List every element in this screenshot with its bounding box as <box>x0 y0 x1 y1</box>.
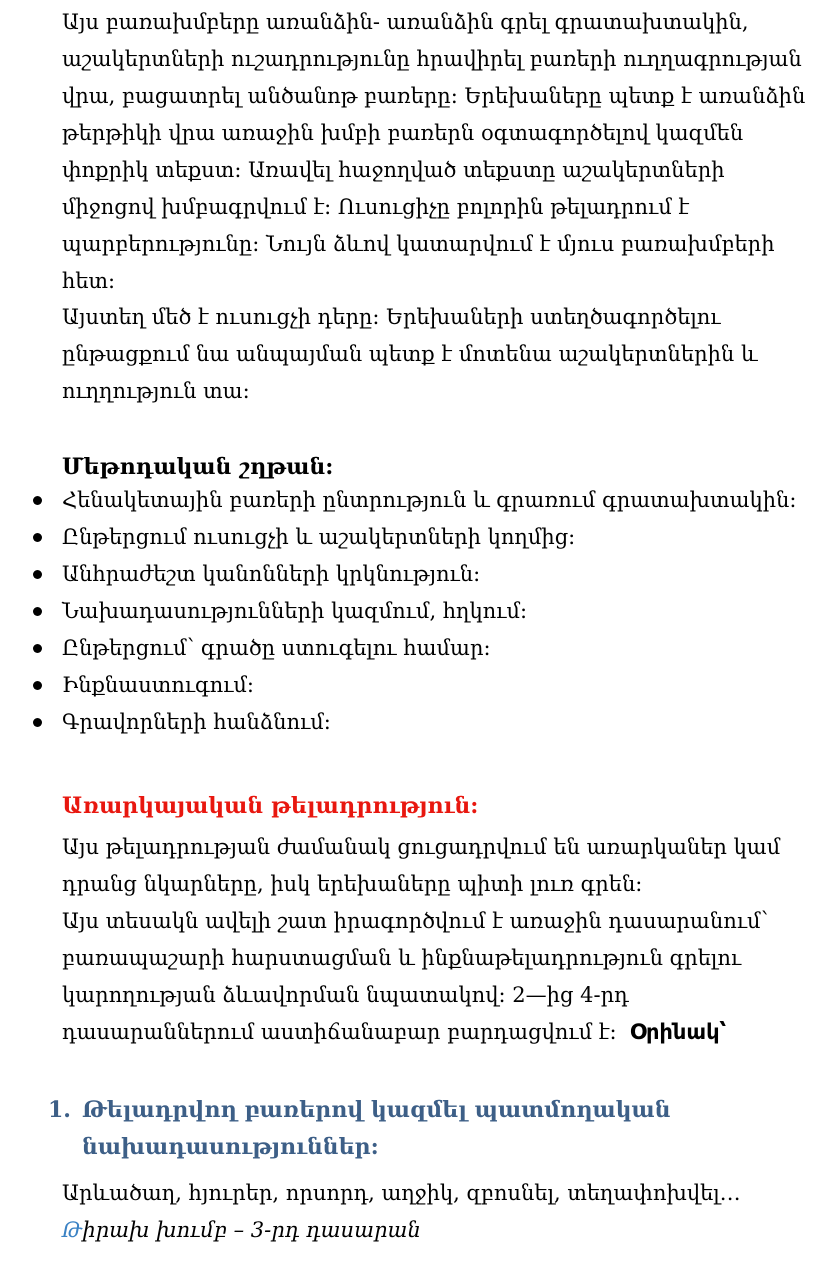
bullet-icon <box>33 570 42 579</box>
bullet-icon <box>33 681 42 690</box>
intro-line: Այս բառախմբերը առանձին- առանձին գրել գրատախտակին, <box>62 10 749 34</box>
intro-line: փոքրիկ տեքստ: Առավել հաջողված տեքստը աշակերտների <box>62 158 725 182</box>
bullet-icon <box>33 718 42 727</box>
method-steps-list <box>0 482 816 741</box>
method-heading: Մեթոդական շղթան: <box>62 454 334 480</box>
list-item <box>0 704 816 741</box>
intro-line: հետ: <box>62 269 116 293</box>
object-dictation-line: բառապաշարի հարստացման և ինքնաթելադրություն գրելու <box>62 946 742 970</box>
bullet-icon <box>33 607 42 616</box>
object-dictation-last-text: դասարաններում աստիճանաբար բարդացվում է: <box>62 1020 630 1044</box>
object-dictation-line: Այս տեսակն ավելի շատ իրագործվում է առաջին դասարանում՝ <box>62 909 769 933</box>
object-dictation-paragraph <box>62 829 802 1051</box>
list-item-text: Անհրաժեշտ կանոնների կրկնություն: <box>62 562 481 586</box>
list-item-text: Հենակետային բառերի ընտրություն և գրառում գրատախտակին: <box>62 488 797 512</box>
intro-paragraph <box>62 4 806 300</box>
word-list: Արևածաղ, հյուրեր, որսորդ, աղջիկ, զբոսնել, տեղափոխվել… <box>62 1181 741 1205</box>
list-item <box>0 519 816 556</box>
intro-line: թերթիկի վրա առաջին խմբի բառերն օգտագործելով կազմեն <box>62 121 744 145</box>
list-item <box>0 482 816 519</box>
word-list-paragraph <box>62 1175 802 1249</box>
numbered-heading-line: նախադասություններ: <box>82 1134 379 1160</box>
list-item-text: Նախադասությունների կազմում, հղկում: <box>62 599 528 623</box>
list-item-text: Ընթերցում ուսուցչի և աշակերտների կողմից: <box>62 525 576 549</box>
example-label: Օրինակ՝ <box>629 1020 727 1044</box>
list-item <box>0 593 816 630</box>
intro-line: միջոցով խմբագրվում է: Ուսուցիչը բոլորին թելադրում է <box>62 195 690 219</box>
list-item <box>0 630 816 667</box>
list-item-text: Ինքնաստուգում: <box>62 673 255 697</box>
numbered-heading <box>48 1092 671 1166</box>
object-dictation-heading: Առարկայական թելադրություն: <box>62 793 479 819</box>
teacher-role-paragraph <box>62 299 802 410</box>
bullet-icon <box>33 533 42 542</box>
bullet-icon <box>33 644 42 653</box>
group-label-text: իրախ խումբ – 3-րդ դասարան <box>82 1218 421 1242</box>
intro-line: աշակերտների ուշադրությունը հրավիրել բառերի ուղղագրության <box>62 47 802 71</box>
group-label-initial: Թ <box>62 1218 83 1242</box>
list-item <box>0 667 816 704</box>
intro-line: վրա, բացատրել անծանոթ բառերը: Երեխաները պետք է առանձին <box>62 84 806 108</box>
teacher-role-line: ուղղություն տա: <box>62 379 250 403</box>
group-label <box>62 1212 802 1249</box>
teacher-role-line: Այստեղ մեծ է ուսուցչի դերը: Երեխաների ստեղծագործելու <box>62 305 721 329</box>
list-item <box>0 556 816 593</box>
numbered-heading-line: Թելադրվող բառերով կազմել պատմողական <box>82 1097 671 1123</box>
list-number: 1. <box>48 1097 71 1123</box>
teacher-role-line: ընթացքում նա անպայման պետք է մոտենա աշակերտներին և <box>62 342 758 366</box>
object-dictation-line <box>62 1014 802 1051</box>
object-dictation-line: կարողության ձևավորման նպատակով: 2—ից 4-րդ <box>62 983 629 1007</box>
object-dictation-line: դրանց նկարները, իսկ երեխաները պիտի լուռ գրեն: <box>62 872 643 896</box>
list-item-text: Ընթերցում՝ գրածը ստուգելու համար: <box>62 636 491 660</box>
list-item-text: Գրավորների հանձնում: <box>62 710 331 734</box>
intro-line: պարբերությունը: Նույն ձևով կատարվում է մյուս բառախմբերի <box>62 232 775 256</box>
bullet-icon <box>33 496 42 505</box>
object-dictation-line: Այս թելադրության ժամանակ ցուցադրվում են առարկաներ կամ <box>62 835 781 859</box>
